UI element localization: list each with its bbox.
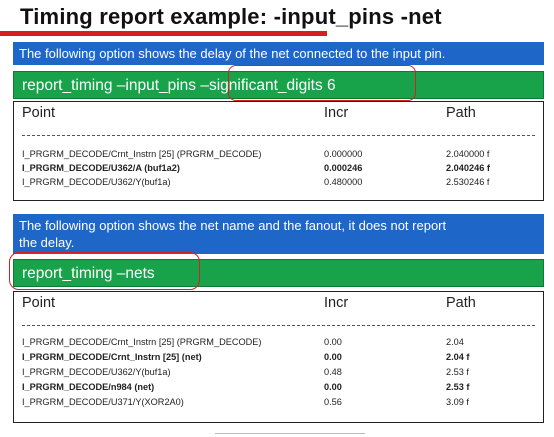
row-point: I_PRGRM_DECODE/Crnt_Instrn [25] (net)	[22, 352, 202, 362]
table-divider	[22, 135, 535, 136]
section1-command-prefix: report_timing –input_pins	[22, 77, 201, 94]
row-incr: 0.48	[324, 367, 342, 377]
row-incr: 0.00	[324, 337, 342, 347]
section1-description	[13, 42, 544, 65]
row-path: 2.53 f	[446, 367, 469, 377]
title-underline-bar	[0, 31, 327, 36]
table-header-incr: Incr	[324, 105, 349, 121]
row-point: I_PRGRM_DECODE/U362/Y(buf1a)	[22, 367, 171, 377]
row-path: 2.04	[446, 337, 464, 347]
highlight-annotation-circle	[228, 65, 416, 101]
section2-description-line2: the delay.	[19, 235, 75, 250]
table-header-path: Path	[446, 295, 476, 311]
row-incr: 0.00	[324, 382, 342, 392]
row-point: I_PRGRM_DECODE/U362/A (buf1a2)	[22, 163, 180, 173]
table-header-point: Point	[22, 105, 56, 121]
row-path: 2.040246 f	[446, 163, 490, 173]
table-row	[14, 396, 543, 409]
row-path: 2.53 f	[446, 382, 470, 392]
row-incr: 0.56	[324, 397, 342, 407]
table-row	[14, 148, 543, 161]
row-point: I_PRGRM_DECODE/Crnt_Instrn [25] (PRGRM_DECODE)	[22, 337, 262, 347]
section2-command: report_timing –nets	[22, 265, 155, 282]
footer-divider	[215, 433, 365, 434]
row-incr: 0.00	[324, 352, 342, 362]
row-point: I_PRGRM_DECODE/Crnt_Instrn [25] (PRGRM_DECODE)	[22, 149, 262, 159]
slide-title: Timing report example: -input_pins -net	[20, 4, 442, 29]
row-point: I_PRGRM_DECODE/n984 (net)	[22, 382, 155, 392]
section2-description	[13, 214, 544, 254]
table-row	[14, 381, 543, 394]
row-path: 2.040000 f	[446, 149, 490, 159]
row-incr: 0.000246	[324, 163, 363, 173]
section1-timing-table	[13, 101, 544, 201]
row-path: 2.530246 f	[446, 177, 490, 187]
table-header-path: Path	[446, 105, 476, 121]
row-path: 3.09 f	[446, 397, 469, 407]
table-divider	[22, 325, 535, 326]
row-incr: 0.480000	[324, 177, 363, 187]
row-point: I_PRGRM_DECODE/U371/Y(XOR2A0)	[22, 397, 184, 407]
table-row	[14, 162, 543, 175]
row-point: I_PRGRM_DECODE/U362/Y(buf1a)	[22, 177, 171, 187]
section1-description-text: The following option shows the delay of the net connected to the input pin.	[19, 46, 446, 61]
row-incr: 0.000000	[324, 149, 363, 159]
section2-description-line1: The following option shows the net name and the fanout, it does not report	[19, 218, 447, 233]
table-header-incr: Incr	[324, 295, 349, 311]
table-header-point: Point	[22, 295, 56, 311]
table-row	[14, 366, 543, 379]
highlight-annotation-circle	[9, 252, 200, 290]
table-row	[14, 176, 543, 189]
section1-command-highlight: –significant_digits 6	[200, 77, 336, 94]
table-row	[14, 336, 543, 349]
section2-timing-table	[13, 291, 544, 423]
row-path: 2.04 f	[446, 352, 470, 362]
table-row	[14, 351, 543, 364]
